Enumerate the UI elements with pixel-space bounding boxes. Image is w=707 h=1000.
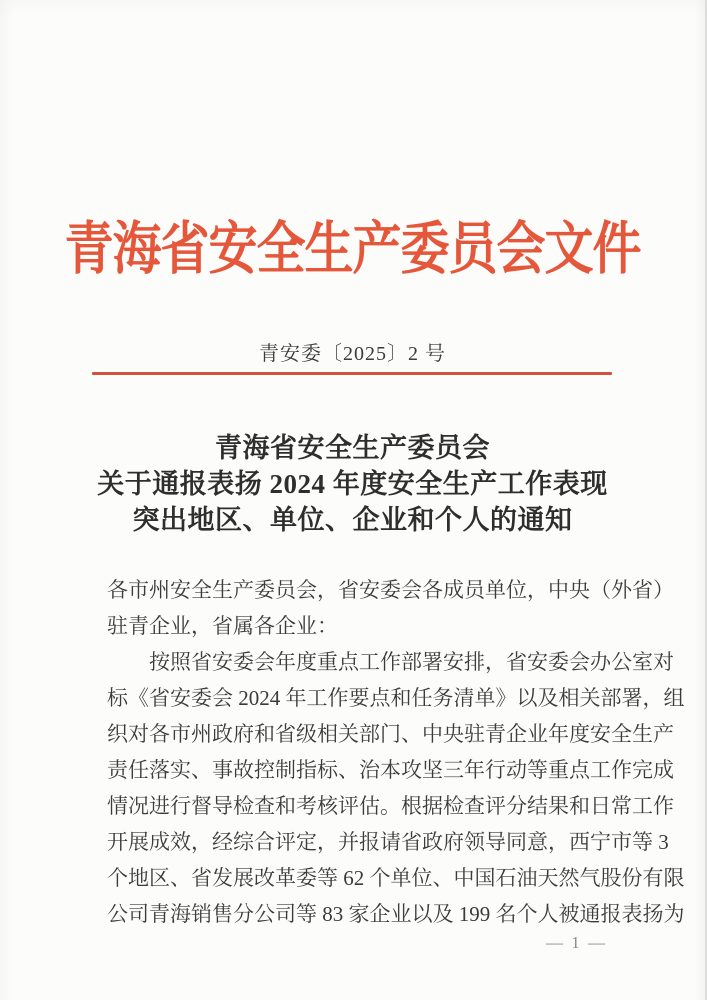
document-number: 青安委〔2025〕2 号 [259,343,446,365]
body-text-line: 按照省安委会年度重点工作部署安排，省安委会办公室对 [149,650,674,674]
red-letterhead-title: 青海省安全生产委员会文件 [64,216,641,281]
notice-title-line-2: 关于通报表扬 2024 年度安全生产工作表现 [97,469,608,499]
document-body [107,572,685,932]
notice-title [0,430,705,538]
salutation-line: 驻青企业，省属各企业： [107,614,338,638]
notice-title-line-3: 突出地区、单位、企业和个人的通知 [132,505,573,535]
body-text-line: 公司青海销售分公司等 83 家企业以及 199 名个人被通报表扬为 [107,902,685,926]
notice-title-line-1: 青海省安全生产委员会 [215,433,490,463]
red-divider-line [92,372,612,375]
body-text-line: 情况进行督导检查和考核评估。根据检查评分结果和日常工作 [107,794,674,818]
body-text-line: 开展成效，经综合评定，并报请省政府领导同意，西宁市等 3 [107,830,669,854]
body-text-line: 责任落实、事故控制指标、治本攻坚三年行动等重点工作完成 [107,758,674,782]
body-text-line: 标《省安委会 2024 年工作要点和任务清单》以及相关部署，组 [107,686,685,710]
body-text-line: 个地区、省发展改革委等 62 个单位、中国石油天然气股份有限 [107,866,685,890]
page-number: — 1 — [546,933,607,952]
salutation-line: 各市州安全生产委员会，省安委会各成员单位，中央（外省） [107,578,674,602]
body-text-line: 织对各市州政府和省级相关部门、中央驻青企业年度安全生产 [107,722,674,746]
